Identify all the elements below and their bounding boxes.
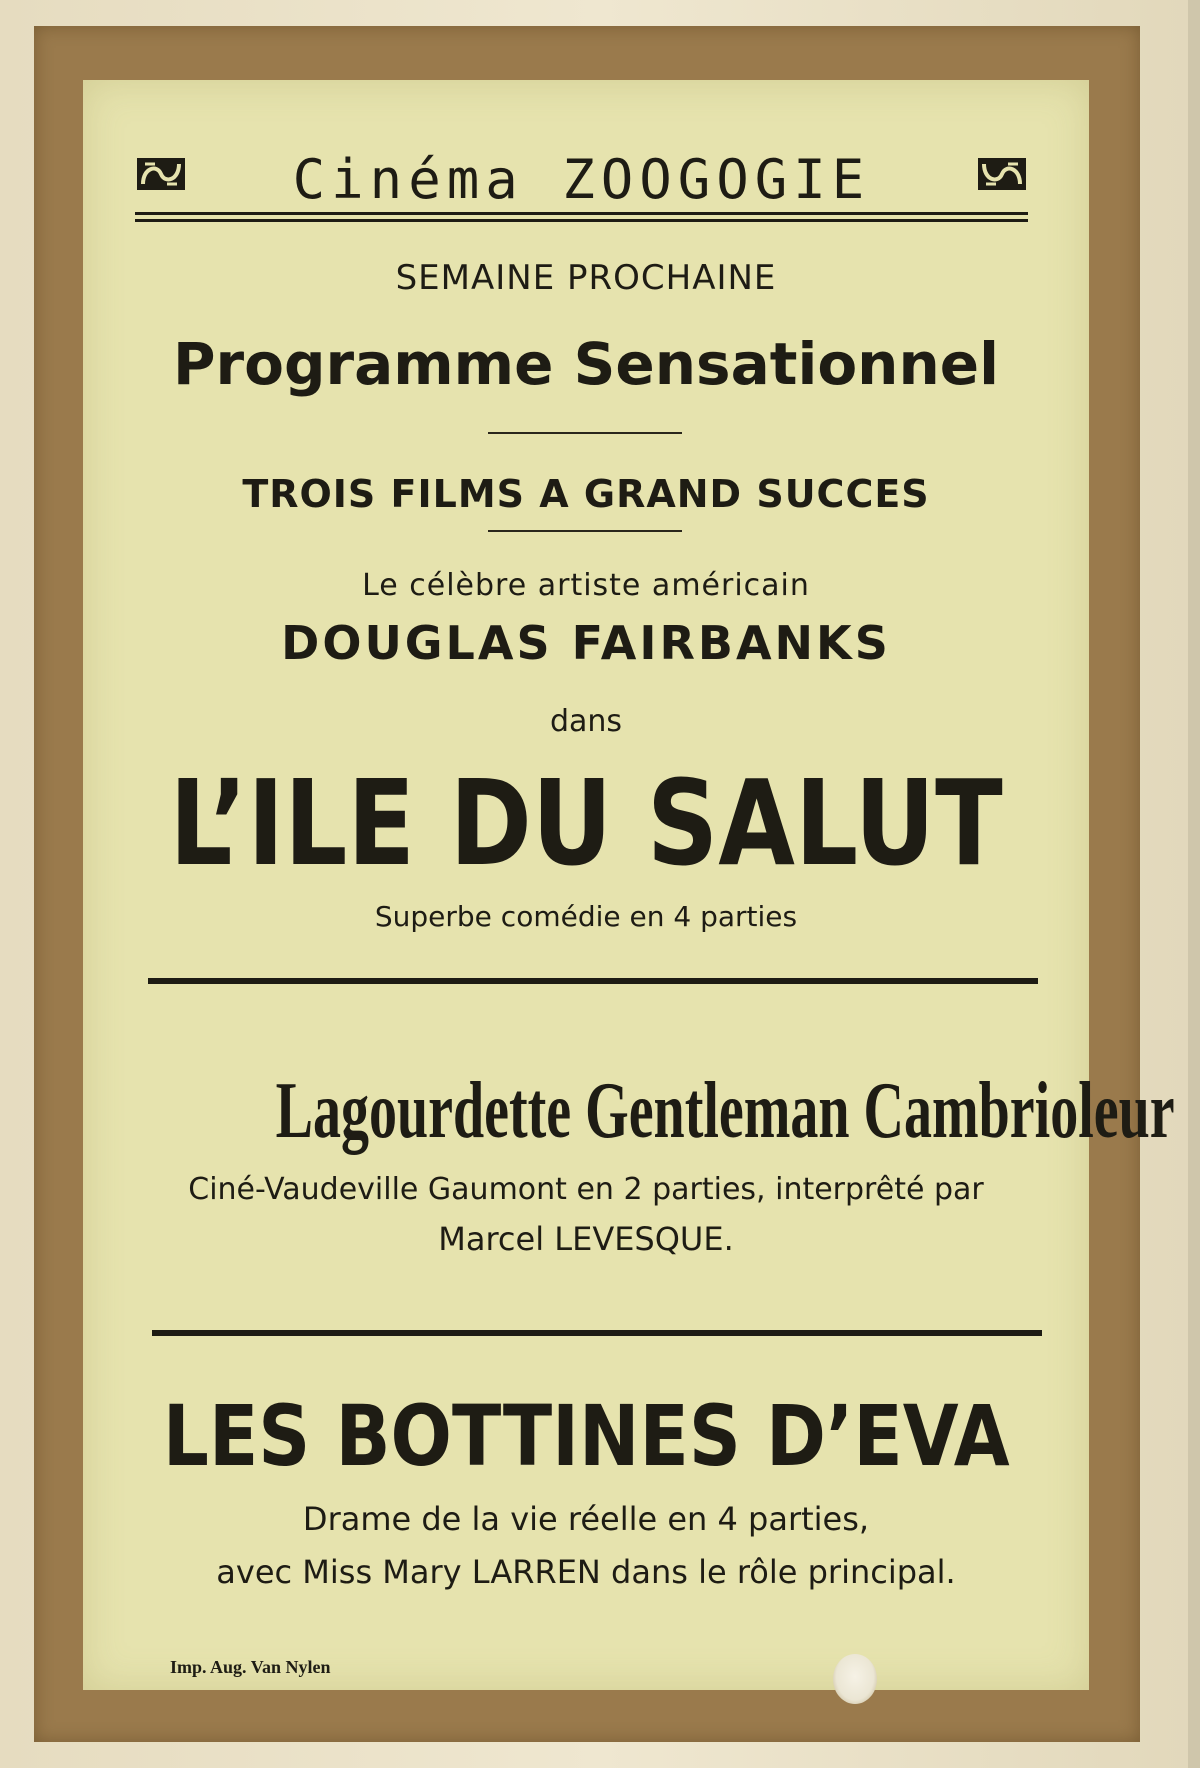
film3-description-line2: avec Miss Mary LARREN dans le rôle principal. — [216, 1553, 956, 1591]
section-divider-1 — [148, 978, 1038, 984]
header-double-rule — [135, 212, 1028, 222]
film3-description-line1: Drame de la vie réelle en 4 parties, — [302, 1500, 870, 1538]
left-ornament-icon — [135, 154, 187, 194]
printer-credit: Imp. Aug. Van Nylen — [170, 1657, 331, 1677]
cinema-title: Cinéma ZOOGOGIE — [292, 148, 871, 211]
actor-intro: Le célèbre artiste américain — [362, 568, 810, 603]
film1-description: Superbe comédie en 4 parties — [374, 900, 798, 933]
film1-title — [83, 754, 1089, 892]
right-ornament-icon — [976, 154, 1028, 194]
next-week-label: SEMAINE PROCHAINE — [395, 258, 777, 298]
short-divider-1 — [488, 432, 682, 434]
film2-title-text: Lagourdette Gentleman Cambrioleur — [275, 1067, 1175, 1155]
film2-description-line1: Ciné-Vaudeville Gaumont en 2 parties, interprêté par — [188, 1172, 984, 1207]
connector-text: dans — [549, 704, 623, 739]
film3-title-text: LES BOTTINES D’EVA — [162, 1387, 1010, 1485]
section-divider-2 — [152, 1330, 1042, 1336]
binding-edge — [1188, 0, 1200, 1768]
punch-hole — [833, 1654, 877, 1704]
program-headline: Programme Sensationnel — [173, 330, 999, 398]
film2-title — [83, 1066, 1175, 1156]
header — [135, 150, 1028, 210]
short-divider-2 — [488, 530, 682, 532]
film2-description-line2: Marcel LEVESQUE. — [438, 1220, 734, 1258]
three-films-label: TROIS FILMS A GRAND SUCCES — [242, 472, 930, 516]
film1-title-text: L’ILE DU SALUT — [169, 754, 1003, 892]
film3-title — [83, 1388, 1089, 1484]
actor-name: DOUGLAS FAIRBANKS — [281, 616, 891, 670]
